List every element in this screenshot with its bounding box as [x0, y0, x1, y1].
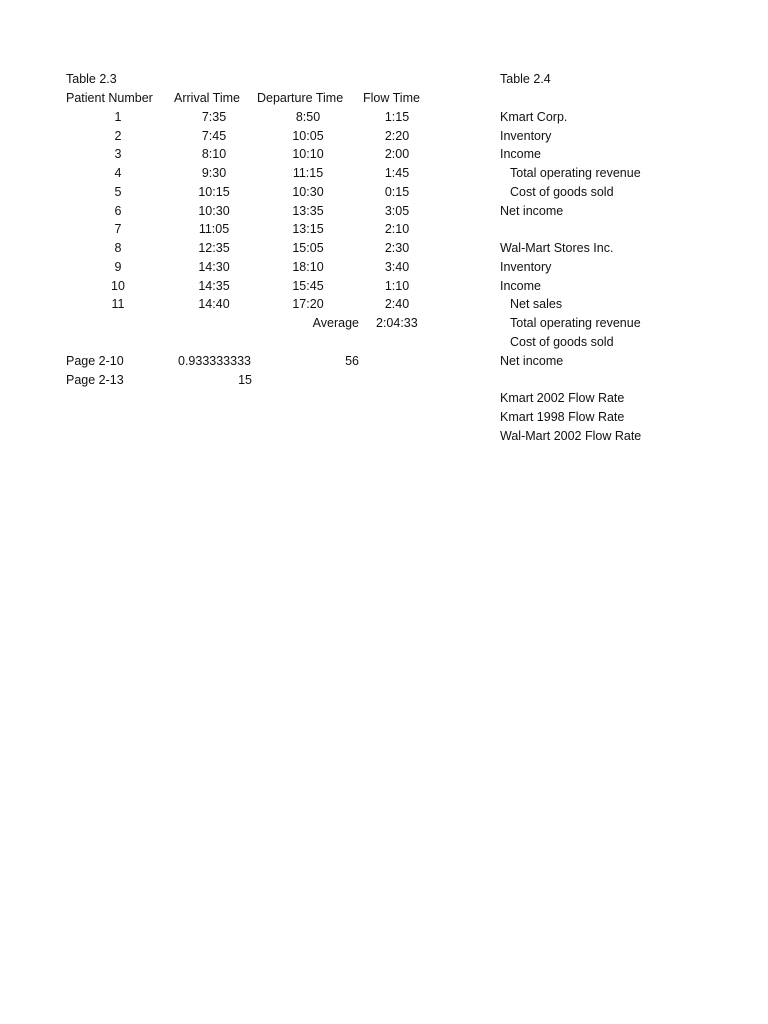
kmart-2002-flow-rate-label: Kmart 2002 Flow Rate — [500, 391, 625, 405]
patient-number-cell: 6 — [114, 204, 122, 218]
page-2-10-label: Page 2-10 — [66, 354, 124, 368]
kmart-income-label: Income — [500, 147, 541, 161]
walmart-cost-of-goods-sold-label: Cost of goods sold — [510, 335, 614, 349]
arrival-time-cell: 14:40 — [198, 297, 230, 311]
patient-number-cell: 5 — [114, 185, 122, 199]
arrival-time-cell: 7:35 — [201, 110, 227, 124]
arrival-time-cell: 12:35 — [198, 241, 230, 255]
header-departure-time: Departure Time — [257, 91, 344, 105]
patient-number-cell: 11 — [111, 297, 125, 311]
departure-time-cell: 15:05 — [292, 241, 324, 255]
departure-time-cell: 8:50 — [295, 110, 321, 124]
walmart-net-sales-label: Net sales — [510, 297, 563, 311]
departure-time-cell: 13:15 — [292, 222, 324, 236]
walmart-inventory-label: Inventory — [500, 260, 552, 274]
patient-number-cell: 3 — [114, 147, 122, 161]
flow-time-cell: 0:15 — [384, 185, 410, 199]
kmart-total-operating-revenue-label: Total operating revenue — [510, 166, 641, 180]
kmart-cost-of-goods-sold-label: Cost of goods sold — [510, 185, 614, 199]
patient-number-cell: 10 — [111, 279, 125, 293]
patient-number-cell: 7 — [114, 222, 122, 236]
arrival-time-cell: 10:15 — [198, 185, 230, 199]
flow-time-cell: 3:05 — [384, 204, 410, 218]
page-2-10-value-1: 0.933333333 — [178, 354, 251, 368]
average-label: Average — [312, 316, 359, 330]
patient-number-cell: 1 — [114, 110, 122, 124]
flow-time-cell: 1:10 — [384, 279, 410, 293]
arrival-time-cell: 11:05 — [198, 222, 230, 236]
page-2-10-value-2: 56 — [345, 354, 359, 368]
page-2-13-value: 15 — [238, 373, 252, 387]
flow-time-cell: 2:00 — [384, 147, 410, 161]
arrival-time-cell: 10:30 — [198, 204, 230, 218]
table-2-3-title: Table 2.3 — [66, 72, 117, 86]
patient-number-cell: 4 — [114, 166, 122, 180]
departure-time-cell: 18:10 — [292, 260, 324, 274]
kmart-1998-flow-rate-label: Kmart 1998 Flow Rate — [500, 410, 625, 424]
walmart-income-label: Income — [500, 279, 541, 293]
flow-time-cell: 1:15 — [384, 110, 410, 124]
table-2-4-title: Table 2.4 — [500, 72, 551, 86]
departure-time-cell: 10:30 — [292, 185, 324, 199]
header-patient-number: Patient Number — [66, 91, 153, 105]
arrival-time-cell: 8:10 — [201, 147, 227, 161]
kmart-name: Kmart Corp. — [500, 110, 568, 124]
arrival-time-cell: 7:45 — [201, 129, 227, 143]
header-flow-time: Flow Time — [363, 91, 420, 105]
flow-time-cell: 1:45 — [384, 166, 410, 180]
departure-time-cell: 15:45 — [292, 279, 324, 293]
flow-time-cell: 3:40 — [384, 260, 410, 274]
flow-time-cell: 2:40 — [384, 297, 410, 311]
departure-time-cell: 13:35 — [292, 204, 324, 218]
walmart-2002-flow-rate-label: Wal-Mart 2002 Flow Rate — [500, 429, 642, 443]
departure-time-cell: 11:15 — [292, 166, 324, 180]
departure-time-cell: 17:20 — [292, 297, 324, 311]
walmart-total-operating-revenue-label: Total operating revenue — [510, 316, 641, 330]
arrival-time-cell: 9:30 — [201, 166, 227, 180]
flow-time-cell: 2:20 — [384, 129, 410, 143]
walmart-name: Wal-Mart Stores Inc. — [500, 241, 614, 255]
kmart-net-income-label: Net income — [500, 204, 564, 218]
patient-number-cell: 2 — [114, 129, 122, 143]
page-2-13-label: Page 2-13 — [66, 373, 124, 387]
arrival-time-cell: 14:35 — [198, 279, 230, 293]
departure-time-cell: 10:05 — [292, 129, 324, 143]
patient-number-cell: 9 — [114, 260, 122, 274]
kmart-inventory-label: Inventory — [500, 129, 552, 143]
average-value: 2:04:33 — [376, 316, 418, 330]
header-arrival-time: Arrival Time — [174, 91, 240, 105]
flow-time-cell: 2:10 — [384, 222, 410, 236]
flow-time-cell: 2:30 — [384, 241, 410, 255]
walmart-net-income-label: Net income — [500, 354, 564, 368]
patient-number-cell: 8 — [114, 241, 122, 255]
departure-time-cell: 10:10 — [292, 147, 324, 161]
arrival-time-cell: 14:30 — [198, 260, 230, 274]
